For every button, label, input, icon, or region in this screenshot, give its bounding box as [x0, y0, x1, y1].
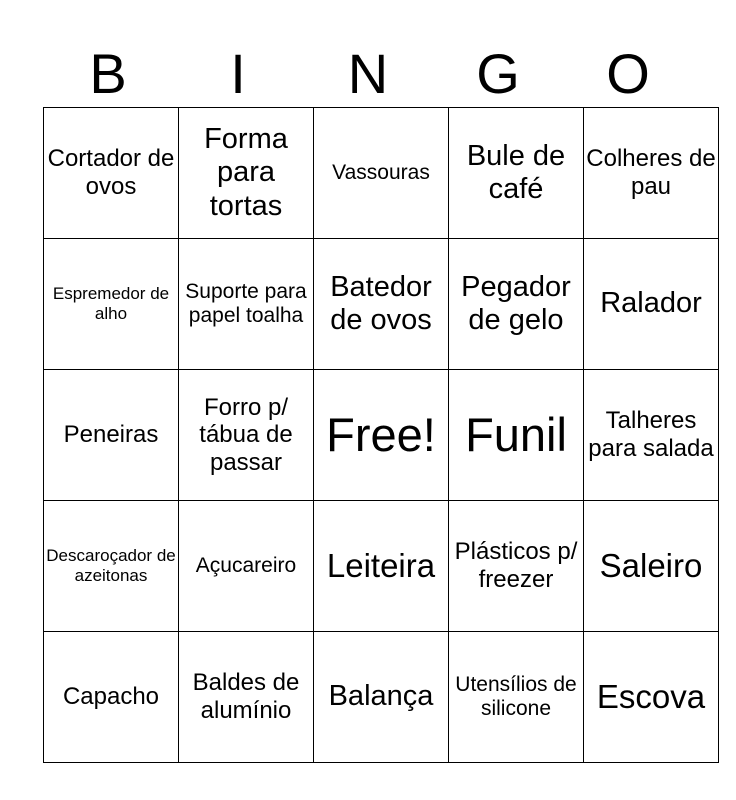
bingo-cell[interactable]: Talheres para salada: [584, 370, 719, 501]
bingo-header: [43, 40, 693, 108]
bingo-row: [44, 370, 719, 501]
bingo-row: [44, 632, 719, 763]
bingo-card: [43, 107, 719, 763]
bingo-row: [44, 108, 719, 239]
bingo-cell[interactable]: Colheres de pau: [584, 108, 719, 239]
bingo-cell[interactable]: Funil: [449, 370, 584, 501]
bingo-cell[interactable]: Saleiro: [584, 501, 719, 632]
bingo-cell[interactable]: Batedor de ovos: [314, 239, 449, 370]
bingo-cell[interactable]: Ralador: [584, 239, 719, 370]
free-space-cell[interactable]: Free!: [314, 370, 449, 501]
bingo-cell[interactable]: Capacho: [44, 632, 179, 763]
header-letter-o: O: [606, 42, 650, 105]
bingo-cell[interactable]: Cortador de ovos: [44, 108, 179, 239]
bingo-cell[interactable]: Pegador de gelo: [449, 239, 584, 370]
bingo-cell[interactable]: Utensílios de silicone: [449, 632, 584, 763]
bingo-cell[interactable]: Forro p/ tábua de passar: [179, 370, 314, 501]
bingo-cell[interactable]: Bule de café: [449, 108, 584, 239]
bingo-row: [44, 501, 719, 632]
bingo-cell[interactable]: Plásticos p/ freezer: [449, 501, 584, 632]
bingo-cell[interactable]: Leiteira: [314, 501, 449, 632]
bingo-cell[interactable]: Baldes de alumínio: [179, 632, 314, 763]
bingo-row: [44, 239, 719, 370]
bingo-cell[interactable]: Peneiras: [44, 370, 179, 501]
header-letter-i: I: [230, 42, 246, 105]
bingo-cell[interactable]: Balança: [314, 632, 449, 763]
header-letter-n: N: [347, 42, 389, 105]
bingo-cell[interactable]: Vassouras: [314, 108, 449, 239]
bingo-cell[interactable]: Suporte para papel toalha: [179, 239, 314, 370]
header-letter-b: B: [89, 42, 127, 105]
bingo-cell[interactable]: Forma para tortas: [179, 108, 314, 239]
bingo-cell[interactable]: Açucareiro: [179, 501, 314, 632]
bingo-cell[interactable]: Espremedor de alho: [44, 239, 179, 370]
bingo-cell[interactable]: Descaroçador de azeitonas: [44, 501, 179, 632]
header-letter-g: G: [476, 42, 520, 105]
bingo-cell[interactable]: Escova: [584, 632, 719, 763]
